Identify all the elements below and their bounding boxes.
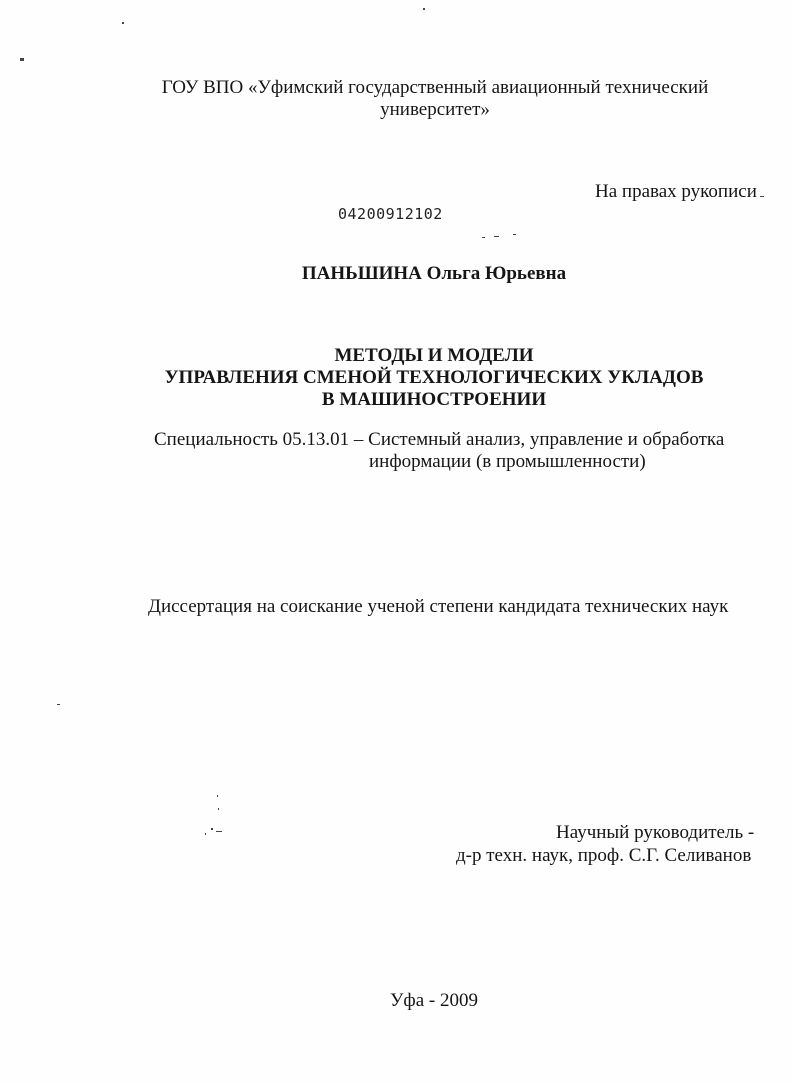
scan-speck bbox=[482, 237, 485, 238]
author-name: ПАНЬШИНА Ольга Юрьевна bbox=[301, 263, 567, 284]
title-line-2: УПРАВЛЕНИЯ СМЕНОЙ ТЕХНОЛОГИЧЕСКИХ УКЛАДОВ bbox=[164, 367, 704, 388]
rights-note: На правах рукописи bbox=[595, 181, 757, 202]
scan-speck bbox=[205, 833, 206, 835]
supervisor-role: Научный руководитель - bbox=[556, 822, 755, 843]
specialty-line-1: Специальность 05.13.01 – Системный анализ, управление и обработка bbox=[154, 429, 725, 450]
scan-speck bbox=[217, 795, 218, 797]
organization-line-2: университет» bbox=[380, 99, 490, 120]
scan-speck bbox=[122, 22, 124, 24]
scan-speck bbox=[57, 704, 60, 705]
title-line-1: МЕТОДЫ И МОДЕЛИ bbox=[334, 345, 534, 366]
supervisor-name: д-р техн. наук, проф. С.Г. Селиванов bbox=[456, 845, 752, 866]
scan-speck bbox=[513, 234, 516, 235]
degree-statement: Диссертация на соискание ученой степени кандидата технических наук bbox=[148, 596, 729, 617]
archive-number: 04200912102 bbox=[338, 205, 443, 223]
city-year: Уфа - 2009 bbox=[389, 990, 479, 1011]
scan-speck bbox=[216, 831, 222, 832]
scan-speck bbox=[494, 236, 499, 237]
scan-speck bbox=[211, 828, 213, 830]
scan-speck bbox=[20, 58, 24, 61]
scan-speck bbox=[423, 8, 425, 10]
title-line-3: В МАШИНОСТРОЕНИИ bbox=[321, 389, 547, 410]
scan-speck bbox=[760, 196, 764, 197]
scan-speck bbox=[218, 808, 219, 810]
specialty-line-2: информации (в промышленности) bbox=[369, 451, 646, 472]
organization-line-1: ГОУ ВПО «Уфимский государственный авиационный технический bbox=[161, 77, 709, 98]
